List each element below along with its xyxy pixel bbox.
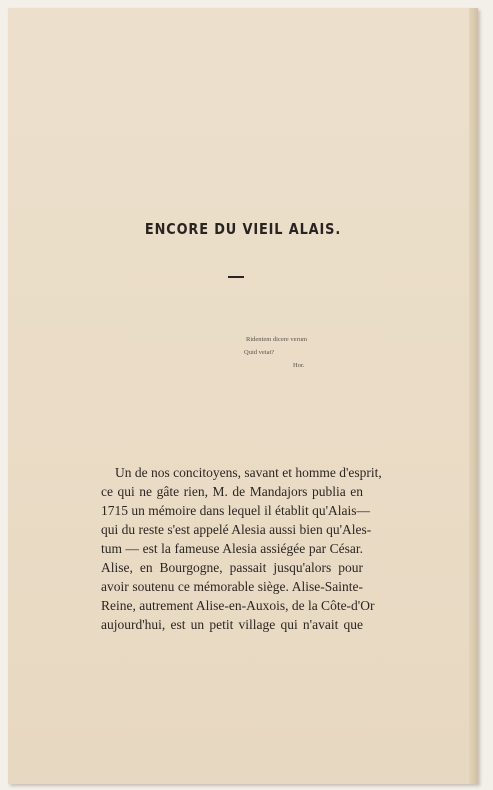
paragraph-line: Un de nos concitoyens, savant et homme d'esprit,: [115, 465, 382, 480]
paragraph-line: 1715 un mémoire dans lequel il établit qu'Alais—: [101, 503, 371, 518]
paragraph-line: tum — est la fameuse Alesia assiégée par César.: [101, 541, 363, 556]
paragraph-line: avoir soutenu ce mémorable siège. Alise-Sainte-: [101, 579, 363, 594]
document-page: [8, 8, 478, 784]
paragraph-line: qui du reste s'est appelé Alesia aussi bien qu'Ales-: [101, 522, 372, 537]
paragraph-line: Alise, en Bourgogne, passait jusqu'alors pour: [101, 560, 363, 575]
body-paragraph: [101, 463, 382, 634]
epigraph-line-1: Ridentem dicere verum: [246, 336, 308, 343]
paragraph-line: aujourd'hui, est un petit village qui n'avait que: [101, 617, 363, 632]
title-divider: [228, 276, 244, 278]
epigraph-line-2: Quid vetat?: [244, 349, 275, 356]
paragraph-line: ce qui ne gâte rien, M. de Mandajors publia en: [101, 484, 363, 499]
epigraph-attribution: Hor.: [293, 362, 305, 369]
page-edge: [469, 8, 478, 784]
page-title: ENCORE DU VIEIL ALAIS.: [144, 220, 342, 238]
paragraph-line: Reine, autrement Alise-en-Auxois, de la Côte-d'Or: [101, 598, 375, 613]
